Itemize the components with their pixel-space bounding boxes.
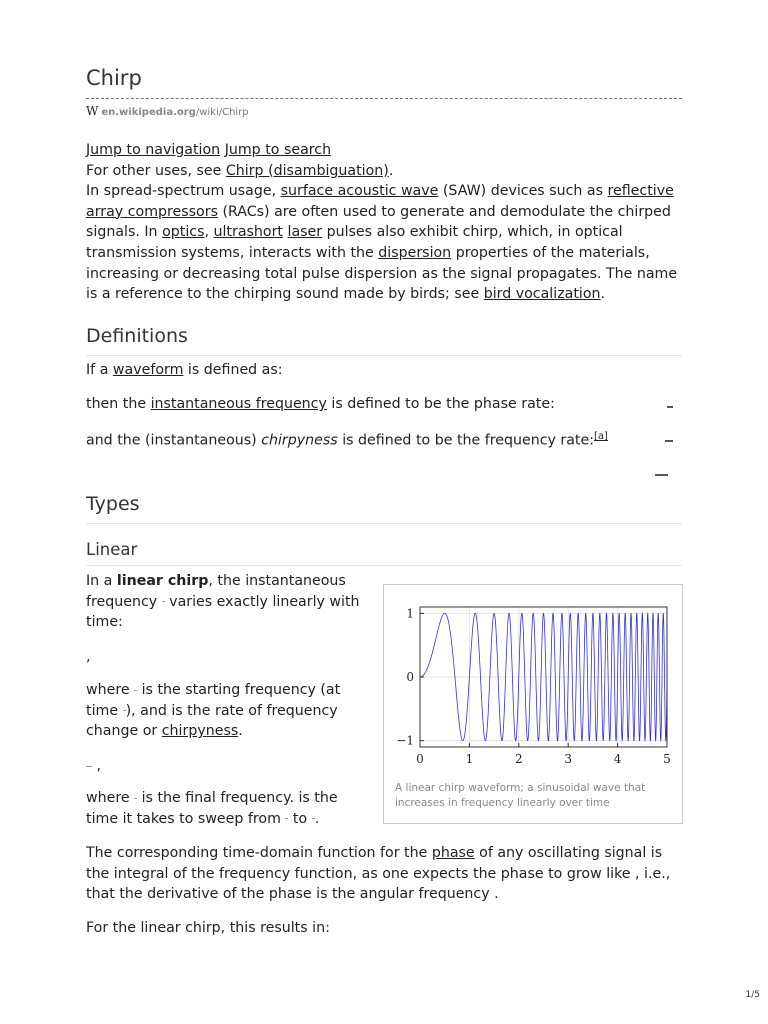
phase-rate-formula [667, 406, 673, 408]
linear-chirp-figure [383, 584, 683, 824]
linear-formula-2: , [86, 756, 361, 777]
linear-chirp-chart [384, 585, 682, 775]
linear-paragraph-1: In a linear chirp, the instantaneous frequency varies exactly linearly with time: [86, 573, 360, 631]
y-tick-label: 0 [406, 670, 414, 684]
x-tick-label: 2 [514, 752, 523, 766]
types-heading: Types [86, 493, 682, 524]
linear-paragraph-3: where is the final frequency. is the time it takes to sweep from to . [86, 790, 338, 827]
phase-link[interactable]: phase [431, 845, 475, 861]
optics-link[interactable]: optics [162, 224, 205, 241]
x-tick-label: 5 [663, 752, 671, 766]
title-divider [86, 98, 682, 99]
page-number: 1/5 [745, 990, 760, 1000]
dispersion-link[interactable]: dispersion [378, 244, 452, 261]
waveform-link[interactable]: waveform [112, 362, 184, 378]
jump-to-search-link[interactable]: Jump to search [224, 142, 332, 158]
definitions-line-2: then the instantaneous frequency is defined to be the phase rate: [86, 396, 555, 412]
y-tick-label: 1 [406, 606, 414, 621]
x-tick-label: 0 [416, 752, 424, 766]
definitions-line-3: and the (instantaneous) chirpyness is defined to be the frequency rate:[a] [86, 431, 608, 449]
linear-paragraph-4: The corresponding time-domain function for the phase of any oscillating signal is the integral of the frequency function, as one expects the phase to grow like , i.e., that the derivative of the phase is the angular frequency . [86, 845, 671, 903]
x-tick-label: 1 [465, 752, 474, 766]
linear-paragraph-2: where is the starting frequency (at time ), and is the rate of frequency change or chirpyness. [86, 682, 341, 740]
definitions-line-1: If a waveform is defined as: [86, 362, 283, 378]
frequency-rate-formula [665, 440, 673, 442]
source-line [86, 104, 249, 118]
chirpyness-link[interactable]: chirpyness [161, 723, 239, 740]
figure-caption: A linear chirp waveform; a sinusoidal wave that increases in frequency linearly over time [395, 782, 646, 809]
page-title: Chirp [86, 66, 142, 90]
chirpyness-formula [655, 474, 668, 476]
jump-to-navigation-link[interactable]: Jump to navigation [86, 142, 221, 158]
hatnote: For other uses, see Chirp (disambiguation). [86, 162, 394, 179]
instantaneous-frequency-link[interactable]: instantaneous frequency [150, 396, 327, 412]
linear-heading: Linear [86, 540, 682, 566]
definitions-heading: Definitions [86, 325, 682, 356]
footnote-a-link[interactable]: [a] [594, 431, 608, 442]
chirp-disambiguation-link[interactable]: Chirp (disambiguation) [225, 162, 389, 179]
ultrashort-link[interactable]: ultrashort [213, 224, 283, 241]
intro-paragraph: In spread-spectrum usage, surface acoustic wave (SAW) devices such as reflective array compressors (RACs) are often used to generate and demodulate the chirped signals. In optics, ultrashort laser pulses also exhibit chirp, which, in optical transmission systems, interacts with the dispersion properties of the materials, increasing or decreasing total pulse dispersion as the signal propagates. The name is a reference to the chirping sound made by birds; see bird vocalization. [86, 183, 678, 303]
intro-section [86, 140, 682, 305]
bird-vocalization-link[interactable]: bird vocalization [483, 286, 601, 303]
wikipedia-logo-icon: W [86, 104, 99, 118]
source-domain[interactable]: en.wikipedia.org [101, 107, 196, 118]
surface-acoustic-wave-link[interactable]: surface acoustic wave [280, 183, 439, 200]
x-tick-label: 4 [613, 752, 622, 766]
linear-paragraph-5: For the linear chirp, this results in: [86, 920, 330, 936]
x-tick-label: 3 [564, 752, 573, 766]
laser-link[interactable]: laser [287, 224, 323, 241]
y-tick-label: −1 [396, 733, 414, 748]
reflective-array-compressors-link[interactable]: reflective array compressors [86, 183, 674, 220]
source-path[interactable]: /wiki/Chirp [195, 107, 249, 118]
linear-formula-1: , [86, 649, 91, 665]
